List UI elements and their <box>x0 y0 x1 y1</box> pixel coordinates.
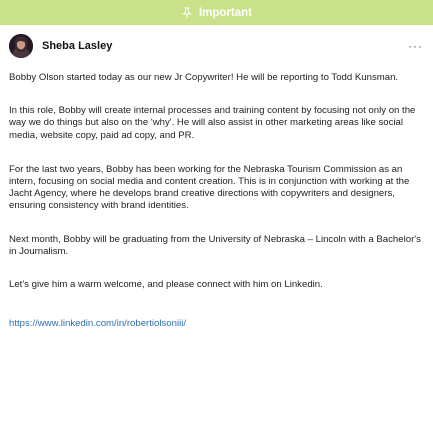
linkedin-link[interactable]: https://www.linkedin.com/in/robertiolsoniii/ <box>9 318 187 330</box>
post-paragraph: Bobby Olson started today as our new Jr Copywriter! He will be reporting to Todd Kunsman. <box>9 72 399 83</box>
more-options-icon[interactable]: ··· <box>408 39 423 53</box>
post-paragraph: In this role, Bobby will create internal processes and training content by focusing not only on the way we do things but also on the 'why'. He will also assist in other marketing areas like social media, website copy, paid ad copy, and PR. <box>9 105 416 141</box>
post-paragraph: Let's give him a warm welcome, and please connect with him on Linkedin. <box>9 279 323 291</box>
post-paragraph: For the last two years, Bobby has been working for the Nebraska Tourism Commission as an intern, focusing on social media and content creation. This is in conjunction with working at the Jacht Agency, where he develops brand creative directions with copywriters and designers, ensuring consistency with brand identities. <box>9 163 410 212</box>
important-banner <box>0 0 433 25</box>
avatar[interactable] <box>9 34 33 58</box>
post-body <box>9 72 425 349</box>
post-author-row <box>9 33 425 59</box>
banner-label: Important <box>198 6 253 19</box>
pin-icon <box>181 7 193 19</box>
author-name[interactable]: Sheba Lasley <box>42 40 113 52</box>
post-paragraph: Next month, Bobby will be graduating from the University of Nebraska – Lincoln with a Bachelor's in Journalism. <box>9 233 421 257</box>
